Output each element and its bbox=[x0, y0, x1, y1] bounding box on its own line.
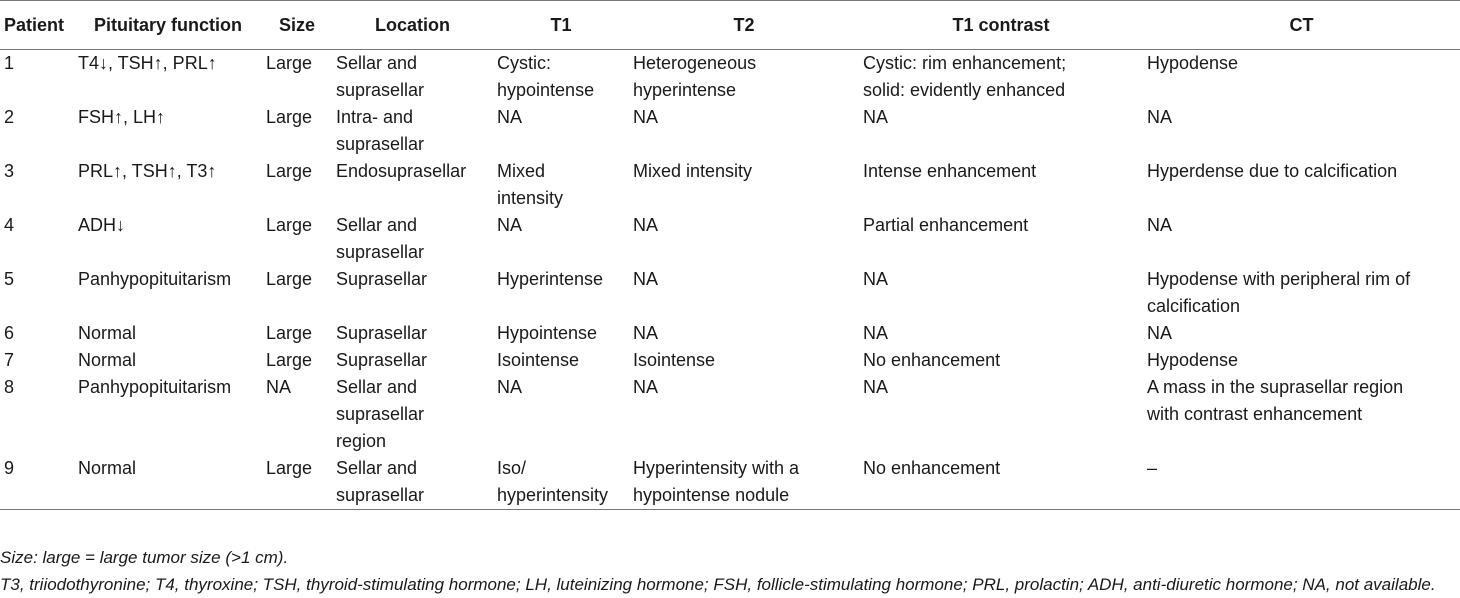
cell-location-line: Sellar and bbox=[336, 215, 418, 235]
cell-t1 bbox=[493, 104, 629, 158]
cell-ct-line: Hypodense with peripheral rim of bbox=[1147, 269, 1411, 289]
cell-ct bbox=[1143, 320, 1460, 347]
cell-t1-contrast bbox=[859, 212, 1143, 266]
cell-location-line: Sellar and bbox=[336, 458, 418, 478]
cell-location bbox=[332, 212, 493, 266]
cell-location bbox=[332, 347, 493, 374]
cell-t2-line: Hyperintensity with a bbox=[633, 458, 800, 478]
cell-ct bbox=[1143, 266, 1460, 320]
cell-t2-line: NA bbox=[633, 215, 659, 235]
cell-location bbox=[332, 158, 493, 212]
table-row bbox=[0, 212, 1460, 266]
cell-ct-line: NA bbox=[1147, 107, 1173, 127]
cell-t1-line: hypointense bbox=[497, 80, 595, 100]
cell-t1-contrast-line: NA bbox=[863, 377, 889, 397]
header-size: Size bbox=[262, 1, 332, 50]
cell-patient: 3 bbox=[4, 161, 15, 181]
cell-size: Large bbox=[266, 269, 313, 289]
cell-size: Large bbox=[266, 350, 313, 370]
cell-patient: 7 bbox=[4, 350, 15, 370]
cell-t2 bbox=[629, 50, 859, 105]
cell-location bbox=[332, 455, 493, 510]
cell-ct bbox=[1143, 158, 1460, 212]
cell-t1-contrast bbox=[859, 347, 1143, 374]
cell-t1-line: Hypointense bbox=[497, 323, 598, 343]
cell-t2-line: Isointense bbox=[633, 350, 716, 370]
table-row bbox=[0, 374, 1460, 455]
cell-size: Large bbox=[266, 53, 313, 73]
cell-t2-line: Heterogeneous bbox=[633, 53, 757, 73]
cell-pituitary-function: ADH↓ bbox=[78, 215, 126, 235]
cell-location bbox=[332, 104, 493, 158]
cell-location-line: suprasellar bbox=[336, 80, 425, 100]
cell-pituitary-function: Normal bbox=[74, 455, 262, 510]
cell-patient: 9 bbox=[0, 455, 74, 510]
table-body bbox=[0, 50, 1460, 510]
footnote-size: Size: large = large tumor size (>1 cm). bbox=[0, 548, 289, 567]
header-t2: T2 bbox=[629, 1, 859, 50]
cell-t2 bbox=[629, 455, 859, 510]
cell-location-line: suprasellar bbox=[336, 404, 425, 424]
cell-t2 bbox=[629, 374, 859, 455]
cell-t1-line: Mixed bbox=[497, 161, 546, 181]
cell-ct bbox=[1143, 455, 1460, 510]
cell-t1-line: NA bbox=[497, 107, 523, 127]
table-row bbox=[0, 455, 1460, 510]
cell-t1-line: NA bbox=[497, 377, 523, 397]
header-location: Location bbox=[332, 1, 493, 50]
cell-patient: 6 bbox=[4, 323, 15, 343]
cell-t2-line: NA bbox=[633, 107, 659, 127]
cell-ct-line: – bbox=[1147, 458, 1158, 478]
footnote-abbreviations: T3, triiodothyronine; T4, thyroxine; TSH, thyroid-stimulating hormone; LH, luteinizing hormone; FSH, follicle-stimulating hormone; PRL, prolactin; ADH, anti-diuretic hormone; NA, not available. bbox=[0, 575, 1436, 594]
cell-t1-line: NA bbox=[497, 215, 523, 235]
cell-pituitary-function: T4↓, TSH↑, PRL↑ bbox=[78, 53, 217, 73]
cell-t1-contrast-line: NA bbox=[863, 107, 889, 127]
cell-size: Large bbox=[266, 323, 313, 343]
cell-t1 bbox=[493, 50, 629, 105]
cell-t2-line: NA bbox=[633, 269, 659, 289]
cell-location bbox=[332, 320, 493, 347]
cell-location-line: Suprasellar bbox=[336, 269, 428, 289]
cell-t1 bbox=[493, 266, 629, 320]
cell-t1-contrast bbox=[859, 50, 1143, 105]
cell-t1-contrast-line: Partial enhancement bbox=[863, 215, 1029, 235]
cell-pituitary-function: Normal bbox=[78, 323, 137, 343]
cell-location bbox=[332, 266, 493, 320]
cell-size: Large bbox=[262, 455, 332, 510]
header-t1-contrast: T1 contrast bbox=[859, 1, 1143, 50]
cell-ct bbox=[1143, 374, 1460, 455]
cell-t1-contrast-line: Intense enhancement bbox=[863, 161, 1037, 181]
cell-t1-contrast-line: No enhancement bbox=[863, 350, 1001, 370]
cell-patient: 5 bbox=[4, 269, 15, 289]
header-pituitary-function: Pituitary function bbox=[74, 1, 262, 50]
cell-pituitary-function: FSH↑, LH↑ bbox=[78, 107, 166, 127]
cell-ct-line: NA bbox=[1147, 323, 1173, 343]
cell-t2 bbox=[629, 212, 859, 266]
cell-ct-line: Hyperdense due to calcification bbox=[1147, 161, 1398, 181]
cell-t1-contrast-line: No enhancement bbox=[863, 458, 1001, 478]
cell-t1-contrast-line: Cystic: rim enhancement; bbox=[863, 53, 1067, 73]
cell-location-line: Suprasellar bbox=[336, 323, 428, 343]
cell-location bbox=[332, 374, 493, 455]
cell-ct-line: A mass in the suprasellar region bbox=[1147, 377, 1404, 397]
table-header-row bbox=[0, 1, 1460, 50]
cell-t1 bbox=[493, 455, 629, 510]
cell-t1-line: intensity bbox=[497, 188, 564, 208]
cell-t2-line: NA bbox=[633, 377, 659, 397]
header-patient: Patient bbox=[0, 1, 74, 50]
table-row bbox=[0, 320, 1460, 347]
cell-t2-line: NA bbox=[633, 323, 659, 343]
cell-t1 bbox=[493, 158, 629, 212]
cell-t1-line: Hyperintense bbox=[497, 269, 604, 289]
cell-pituitary-function: Panhypopituitarism bbox=[78, 269, 232, 289]
table-row bbox=[0, 50, 1460, 105]
header-ct: CT bbox=[1143, 1, 1460, 50]
cell-t1 bbox=[493, 212, 629, 266]
cell-ct-line: Hypodense bbox=[1147, 53, 1239, 73]
cell-t1-contrast bbox=[859, 374, 1143, 455]
cell-ct-line: calcification bbox=[1147, 296, 1241, 316]
table-row bbox=[0, 104, 1460, 158]
cell-patient: 1 bbox=[4, 53, 15, 73]
cell-size: NA bbox=[266, 377, 292, 397]
cell-location bbox=[332, 50, 493, 105]
cell-ct bbox=[1143, 104, 1460, 158]
cell-pituitary-function: Normal bbox=[78, 350, 137, 370]
cell-t2 bbox=[629, 104, 859, 158]
cell-t1-contrast-line: NA bbox=[863, 269, 889, 289]
cell-t1-contrast bbox=[859, 104, 1143, 158]
cell-t1-line: Isointense bbox=[497, 350, 580, 370]
cell-ct bbox=[1143, 50, 1460, 105]
cell-t1-contrast-line: solid: evidently enhanced bbox=[863, 80, 1066, 100]
cell-location-line: suprasellar bbox=[336, 242, 425, 262]
cell-t2 bbox=[629, 158, 859, 212]
cell-t2-line: Mixed intensity bbox=[633, 161, 753, 181]
cell-size: Large bbox=[266, 107, 313, 127]
cell-t1 bbox=[493, 320, 629, 347]
cell-location-line: Intra- and bbox=[336, 107, 414, 127]
cell-t2 bbox=[629, 347, 859, 374]
table-row bbox=[0, 158, 1460, 212]
cell-ct-line: NA bbox=[1147, 215, 1173, 235]
cell-t1-contrast bbox=[859, 266, 1143, 320]
cell-size: Large bbox=[266, 215, 313, 235]
table-footnotes bbox=[0, 544, 1436, 598]
cell-ct bbox=[1143, 212, 1460, 266]
cell-t2 bbox=[629, 320, 859, 347]
cell-t1-line: Iso/ bbox=[497, 458, 527, 478]
cell-location-line: Suprasellar bbox=[336, 350, 428, 370]
cell-t1-contrast bbox=[859, 455, 1143, 510]
cell-pituitary-function: Panhypopituitarism bbox=[78, 377, 232, 397]
cell-t1-contrast bbox=[859, 320, 1143, 347]
cell-t1-line: Cystic: bbox=[497, 53, 551, 73]
cell-t2-line: hypointense nodule bbox=[633, 485, 790, 505]
cell-location-line: Sellar and bbox=[336, 53, 418, 73]
cell-ct bbox=[1143, 347, 1460, 374]
cell-patient: 8 bbox=[4, 377, 15, 397]
cell-location-line: Endosuprasellar bbox=[336, 161, 467, 181]
cell-location-line: Sellar and bbox=[336, 377, 418, 397]
cell-t1-line: hyperintensity bbox=[497, 485, 609, 505]
cell-size: Large bbox=[266, 161, 313, 181]
cell-pituitary-function: PRL↑, TSH↑, T3↑ bbox=[78, 161, 217, 181]
cell-t2 bbox=[629, 266, 859, 320]
cell-location-line: suprasellar bbox=[336, 485, 425, 505]
cell-ct-line: with contrast enhancement bbox=[1147, 404, 1363, 424]
cell-patient: 2 bbox=[4, 107, 15, 127]
cell-ct-line: Hypodense bbox=[1147, 350, 1239, 370]
header-t1: T1 bbox=[493, 1, 629, 50]
cell-patient: 4 bbox=[4, 215, 15, 235]
cell-t1-contrast-line: NA bbox=[863, 323, 889, 343]
cell-t1 bbox=[493, 347, 629, 374]
cell-location-line: region bbox=[336, 431, 387, 451]
table-row bbox=[0, 347, 1460, 374]
cell-t2-line: hyperintense bbox=[633, 80, 737, 100]
cell-t1 bbox=[493, 374, 629, 455]
table-row bbox=[0, 266, 1460, 320]
cell-t1-contrast bbox=[859, 158, 1143, 212]
cell-location-line: suprasellar bbox=[336, 134, 425, 154]
